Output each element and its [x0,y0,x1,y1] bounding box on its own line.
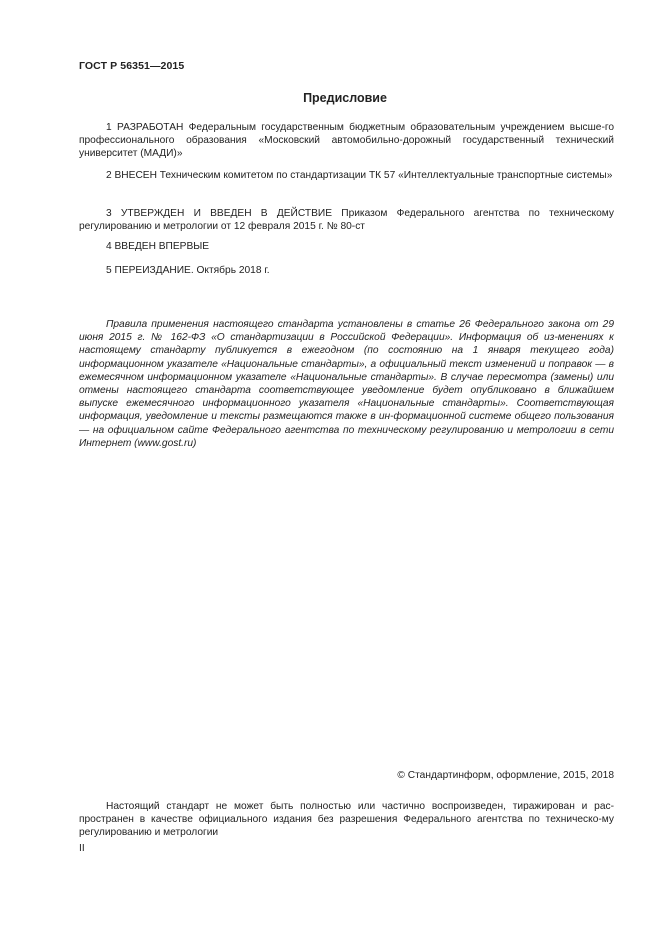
foreword-item-5: 5 ПЕРЕИЗДАНИЕ. Октябрь 2018 г. [106,265,270,276]
page-number: II [79,843,85,854]
standard-application-notice: Правила применения настоящего стандарта установлены в статье 26 Федерального закона от 29 июня 2015 г. № 162-ФЗ «О стандартизации в Российской Федерации». Информация об из-менениях к настоящему стандарту публикуется в ежегодном (по состоянию на 1 января текущего года) информационном указателе «Национальные стандарты», а официальный текст изменений и поправок — в ежемесячном информационном указателе «Национальные стандарты». В случае пересмотра (замены) или отмены настоящего стандарта соответствующее уведомление будет опубликовано в ближайшем выпуске ежемесячного информационного указателя «Национальные стандарты». Соответствующая информация, уведомление и тексты размещаются также в ин-формационной системе общего пользования — на официальном сайте Федерального агентства по техническому регулированию и метрологии в сети Интернет (www.gost.ru) [79,319,614,449]
foreword-item-1: 1 РАЗРАБОТАН Федеральным государственным бюджетным образовательным учреждением высше-го профессионального образования «Московский автомобильно-дорожный государственный технический университет (МАДИ)» [79,122,614,159]
section-title: Предисловие [303,91,387,105]
reproduction-restriction: Настоящий стандарт не может быть полностью или частично воспроизведен, тиражирован и рас-пространен в качестве официального издания без разрешения Федерального агентства по техническо-му регулированию и метрологии [79,801,614,838]
foreword-item-3: 3 УТВЕРЖДЕН И ВВЕДЕН В ДЕЙСТВИЕ Приказом Федерального агентства по техническому регулированию и метрологии от 12 февраля 2015 г. № 80-ст [79,208,614,232]
standard-code: ГОСТ Р 56351—2015 [79,60,185,72]
foreword-item-4: 4 ВВЕДЕН ВПЕРВЫЕ [106,241,210,252]
foreword-item-2: 2 ВНЕСЕН Техническим комитетом по стандартизации ТК 57 «Интеллектуальные транспортные системы» [106,170,613,181]
copyright-line: © Стандартинформ, оформление, 2015, 2018 [397,770,614,781]
